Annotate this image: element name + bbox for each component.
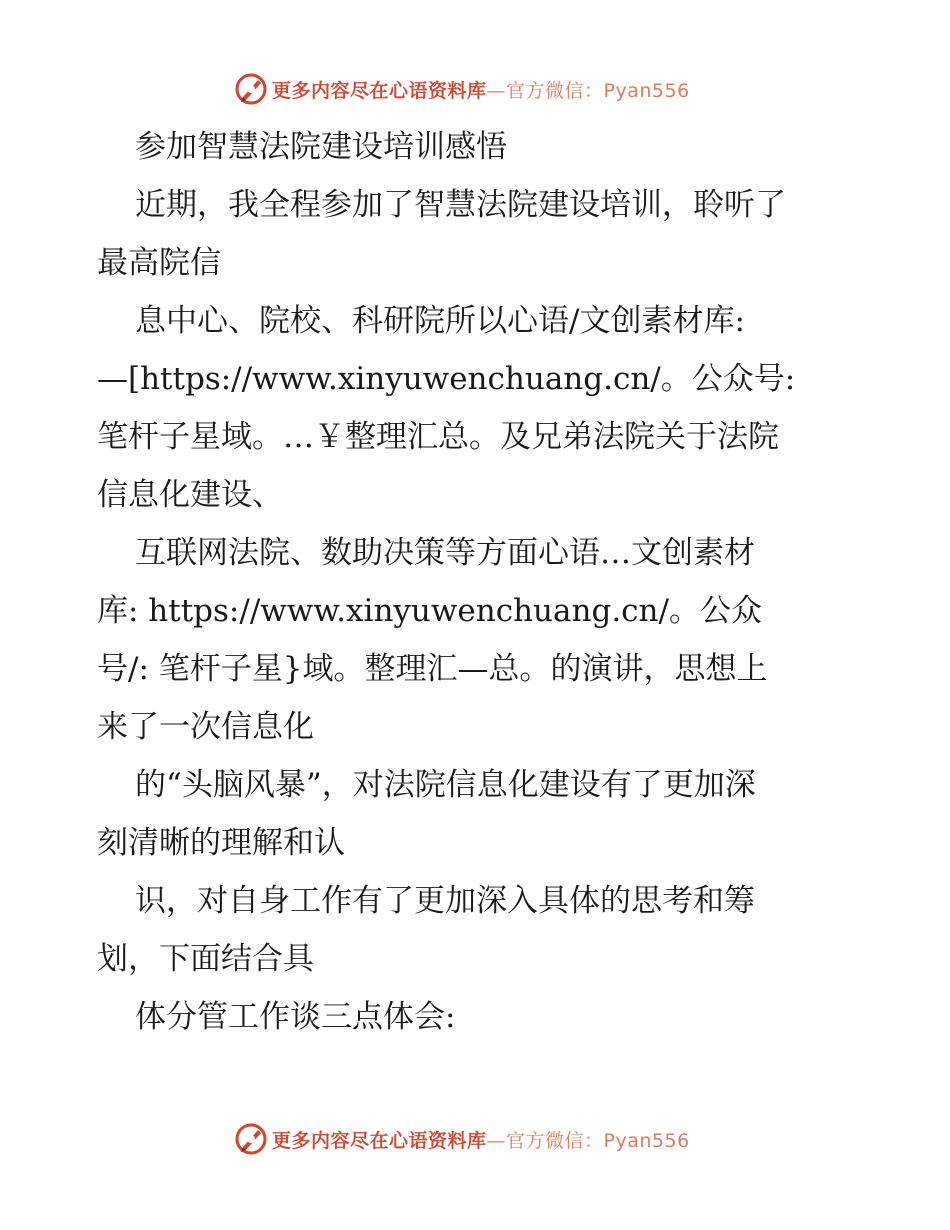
text-line: 最高院信 — [97, 245, 221, 281]
text-line: 的“头脑风暴”，对法院信息化建设有了更加深 — [135, 767, 756, 803]
pen-logo-icon — [234, 1122, 268, 1156]
text-line: 互联网法院、数助决策等方面心语…文创素材 — [135, 535, 755, 571]
footer-banner-text: 更多内容尽在心语资料库—官方微信：Pyan556 — [272, 1129, 690, 1152]
footer-banner — [234, 1122, 734, 1156]
text-line: 识，对自身工作有了更加深入具体的思考和筹 — [135, 883, 755, 919]
header-banner — [234, 72, 734, 106]
text-line: 体分管工作谈三点体会: — [135, 999, 456, 1035]
text-line: 参加智慧法院建设培训感悟 — [135, 129, 507, 165]
text-line: 来了一次信息化 — [97, 709, 314, 745]
text-line: 笔杆子星域。…￥整理汇总。及兄弟法院关于法院 — [97, 419, 779, 455]
text-line: 刻清晰的理解和认 — [97, 825, 345, 861]
text-line: 库: https://www.xinyuwenchuang.cn/。公众 — [97, 593, 762, 629]
document-body — [97, 118, 857, 1046]
text-line: —[https://www.xinyuwenchuang.cn/。公众号: — [97, 361, 796, 397]
text-line: 号/: 笔杆子星}域。整理汇—总。的演讲，思想上 — [97, 651, 768, 687]
header-banner-text: 更多内容尽在心语资料库—官方微信：Pyan556 — [272, 79, 690, 102]
pen-logo-icon — [234, 72, 268, 106]
text-line: 息中心、院校、科研院所以心语/文创素材库: — [135, 303, 745, 339]
text-line: 近期，我全程参加了智慧法院建设培训，聆听了 — [135, 187, 786, 223]
text-line: 划，下面结合具 — [97, 941, 314, 977]
text-line: 信息化建设、 — [97, 477, 283, 513]
